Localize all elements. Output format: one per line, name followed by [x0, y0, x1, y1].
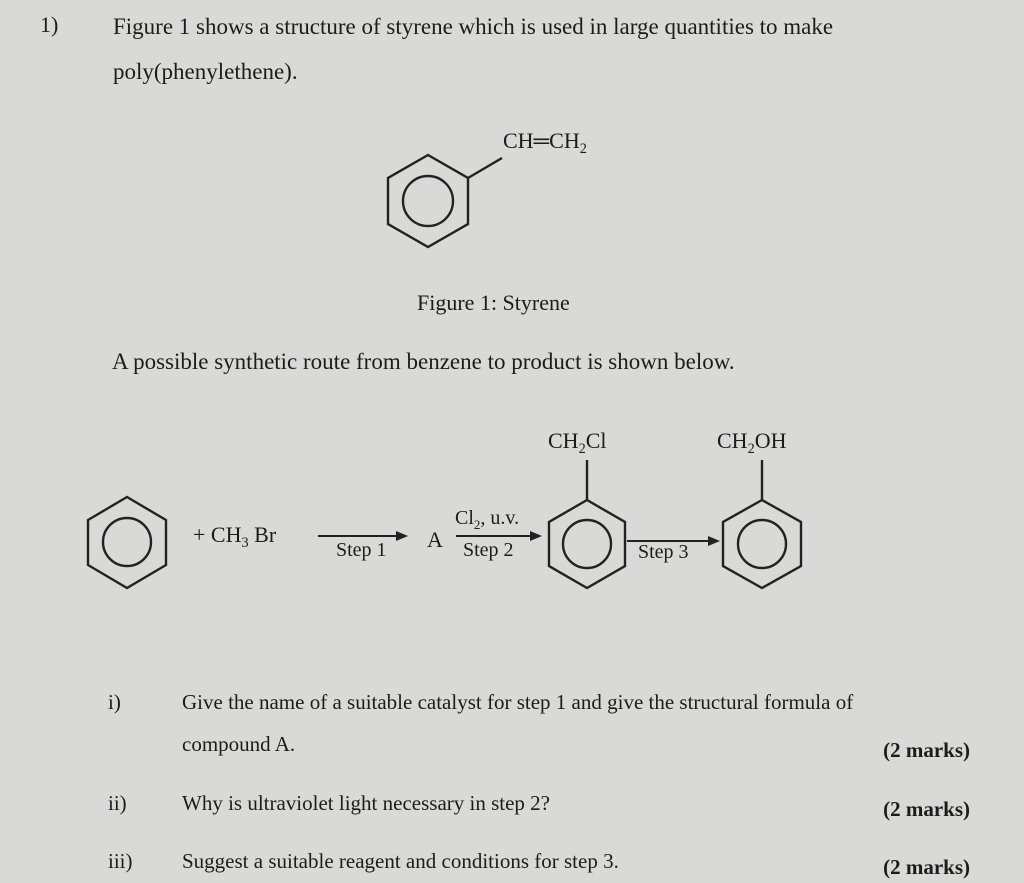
part-ii-text: Why is ultraviolet light necessary in step 2?: [182, 791, 550, 815]
substituent-subscript: 2: [579, 141, 587, 157]
p1-subscript: 2: [578, 441, 586, 457]
benzyl-chloride-ring: [549, 500, 625, 588]
step-2-label: Step 2: [463, 539, 514, 561]
intermediate-a: A: [427, 527, 443, 552]
benzyl-alcohol-ring: [723, 500, 801, 588]
p2-tail: OH: [754, 428, 787, 453]
part-iii-text: Suggest a suitable reagent and conditions for step 3.: [182, 849, 619, 873]
part-ii-marks: (2 marks): [883, 797, 970, 821]
part-i-text-line-2: compound A.: [182, 732, 296, 756]
part-ii-number: ii): [108, 791, 127, 815]
figure-caption: Figure 1: Styrene: [417, 290, 570, 315]
p1-tail: Cl: [585, 428, 607, 453]
benzyl-chloride-label: [548, 428, 607, 457]
route-description: A possible synthetic route from benzene to product is shown below.: [112, 349, 735, 374]
benzyl-alcohol-label: [717, 428, 787, 457]
intro-line-1: Figure 1 shows a structure of styrene which is used in large quantities to make: [113, 14, 834, 39]
substituent-text: CH═CH: [503, 128, 580, 153]
part-i-marks: (2 marks): [883, 738, 970, 762]
reagent-main: CH: [210, 522, 242, 547]
reagent-tail: Br: [248, 522, 277, 547]
benzene-ring-start: [88, 497, 166, 588]
styrene-substituent-label: [503, 128, 587, 157]
p2-main: CH: [717, 428, 748, 453]
reagent-label: [193, 522, 277, 551]
part-i-number: i): [108, 690, 121, 714]
part-i-text-line-1: Give the name of a suitable catalyst for step 1 and give the structural formula of: [182, 690, 854, 714]
p2-subscript: 2: [747, 441, 755, 457]
step-2-conditions: [455, 507, 519, 530]
part-iii-marks: (2 marks): [883, 855, 970, 879]
styrene-benzene-ring: [388, 155, 468, 247]
cond-main: Cl: [455, 507, 474, 529]
reagent-subscript: 3: [241, 535, 249, 551]
step-1-label: Step 1: [336, 539, 387, 561]
intro-line-2: poly(phenylethene).: [113, 59, 298, 84]
step-3-label: Step 3: [638, 541, 689, 563]
cond-tail: , u.v.: [480, 507, 520, 529]
plus-sign: +: [193, 522, 206, 547]
styrene-substituent-bond: [468, 158, 502, 178]
cond-subscript: 2: [473, 516, 481, 532]
part-iii-number: iii): [108, 849, 133, 873]
question-number: 1): [40, 12, 59, 37]
p1-main: CH: [548, 428, 579, 453]
